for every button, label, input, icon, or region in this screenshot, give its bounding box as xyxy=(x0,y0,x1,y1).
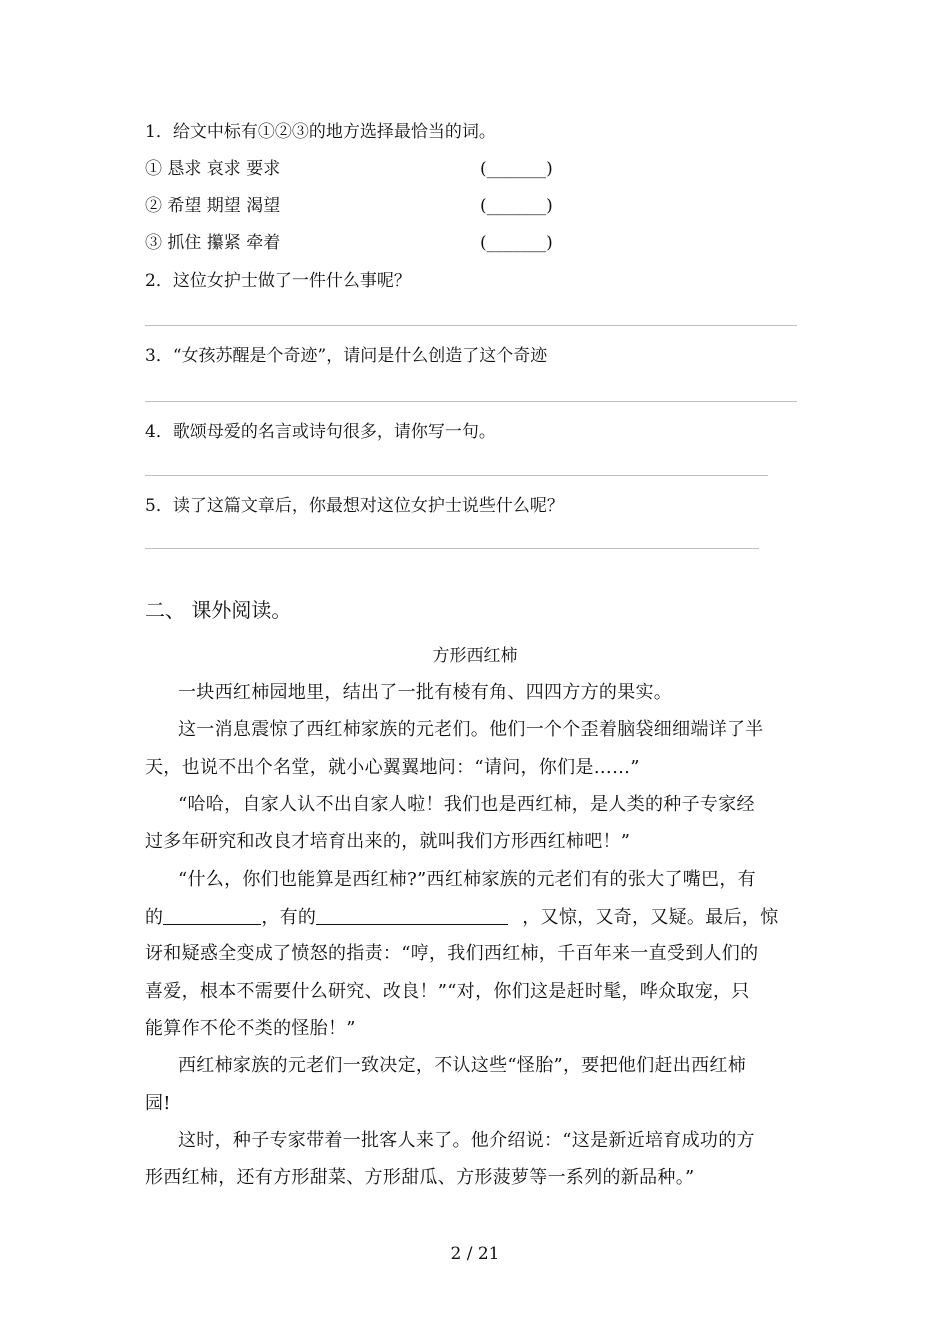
choice-3 xyxy=(145,233,553,253)
story-title: 方形西红柿 xyxy=(432,646,518,666)
answer-line[interactable] xyxy=(145,548,759,549)
paragraph-line: 这一消息震惊了西红柿家族的元老们。他们一个个歪着脑袋细细端详了半 xyxy=(178,719,764,740)
paragraph-line: 园! xyxy=(145,1093,171,1114)
answer-line[interactable] xyxy=(145,325,797,326)
paragraph-line: “什么，你们也能算是西红柿?”西红柿家族的元老们有的张大了嘴巴，有 xyxy=(178,869,756,890)
answer-blank[interactable]: (_______) xyxy=(480,233,553,253)
paragraph-line: 形西红柿，还有方形甜菜、方形甜瓜、方形菠萝等一系列的新品种。” xyxy=(145,1167,695,1188)
text-fragment: ，有的 xyxy=(261,907,317,928)
paragraph-line: 一块西红柿园地里，结出了一批有棱有角、四四方方的果实。 xyxy=(178,682,673,703)
paragraph-line: 讶和疑惑全变成了愤怒的指责：“哼，我们西红柿，千百年来一直受到人们的 xyxy=(145,943,759,964)
paragraph-line: 这时，种子专家带着一批客人来了。他介绍说：“这是新近培育成功的方 xyxy=(178,1130,755,1151)
paragraph-line: “哈哈，自家人认不出自家人啦！我们也是西红柿，是人类的种子专家经 xyxy=(178,794,755,815)
paragraph-line: 西红柿家族的元老们一致决定，不认这些“怪胎”，要把他们赶出西红柿 xyxy=(178,1055,747,1076)
question-3: 3．“女孩苏醒是个奇迹”，请问是什么创造了这个奇迹 xyxy=(145,346,548,366)
paragraph-line: 天，也说不出个名堂，就小心翼翼地问：“请问，你们是……” xyxy=(145,757,640,778)
choice-2 xyxy=(145,196,553,216)
fill-in-blank[interactable] xyxy=(163,908,261,925)
answer-line[interactable] xyxy=(145,475,768,476)
question-5: 5．读了这篇文章后，你最想对这位女护士说些什么呢？ xyxy=(145,496,564,516)
question-1: 1．给文中标有①②③的地方选择最恰当的词。 xyxy=(145,122,496,142)
question-4: 4．歌颂母爱的名言或诗句很多，请你写一句。 xyxy=(145,422,496,442)
answer-line[interactable] xyxy=(145,401,797,402)
choice-words: ② 希望 期望 渴望 xyxy=(145,196,281,216)
paragraph-line-with-blanks xyxy=(145,908,778,927)
choice-words: ③ 抓住 攥紧 牵着 xyxy=(145,233,281,253)
fill-in-blank[interactable] xyxy=(316,908,508,925)
answer-blank[interactable]: (_______) xyxy=(480,159,553,179)
text-fragment: ，又惊，又奇，又疑。最后，惊 xyxy=(522,907,779,928)
section-heading: 二、 课外阅读。 xyxy=(145,598,292,622)
paragraph-line: 喜爱，根本不需要什么研究、改良！”“对，你们这是赶时髦，哗众取宠，只 xyxy=(145,981,750,1002)
text-fragment: 的 xyxy=(145,907,164,928)
question-2: 2．这位女护士做了一件什么事呢？ xyxy=(145,271,411,291)
choice-words: ① 恳求 哀求 要求 xyxy=(145,159,281,179)
answer-blank[interactable]: (_______) xyxy=(480,196,553,216)
page-number: 2 / 21 xyxy=(450,1244,500,1264)
paragraph-line: 能算作不伦不类的怪胎！” xyxy=(145,1018,356,1039)
choice-1 xyxy=(145,159,553,179)
paragraph-line: 过多年研究和改良才培育出来的，就叫我们方形西红柿吧！” xyxy=(145,831,631,852)
